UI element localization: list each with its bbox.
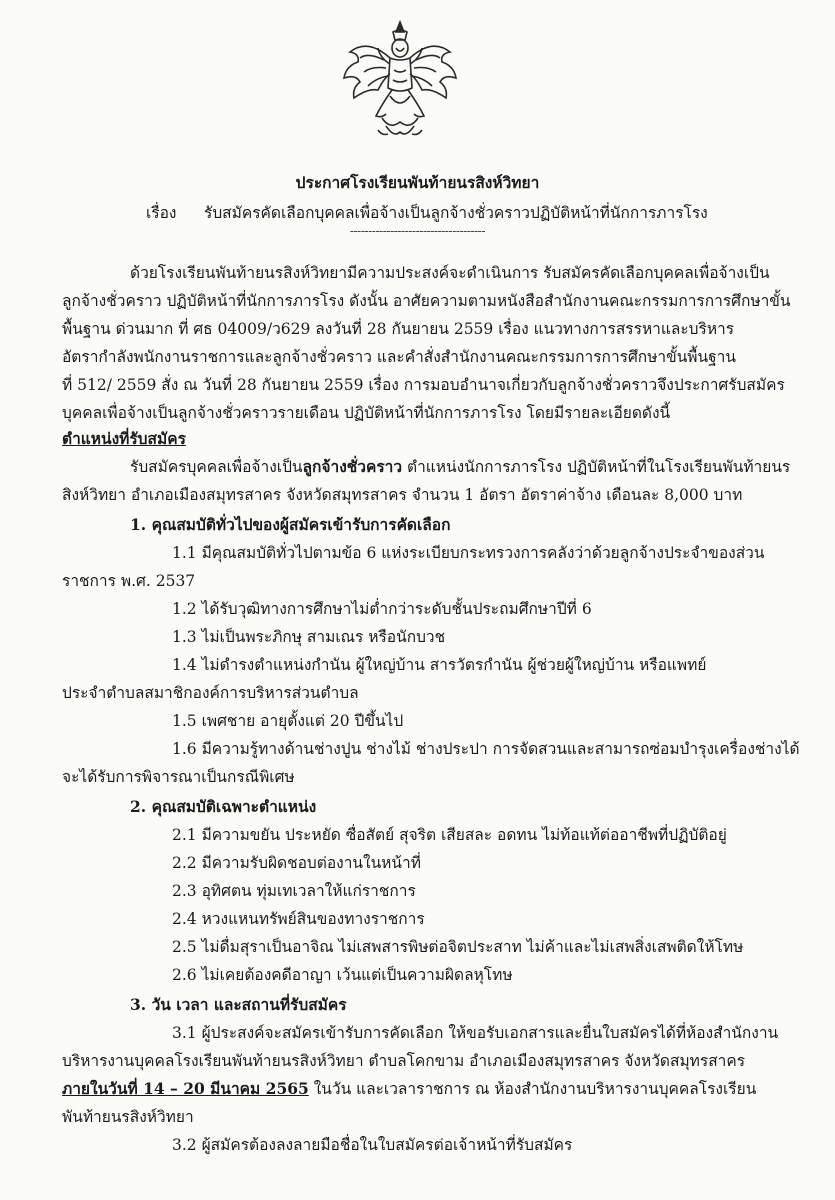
- application-date: ภายในวันที่ 14 – 20 มีนาคม 2565: [62, 1079, 309, 1098]
- section-1-heading: 1. คุณสมบัติทั่วไปของผู้สมัครเข้ารับการคัดเลือก: [130, 515, 451, 534]
- section-2-heading: 2. คุณสมบัติเฉพาะตำแหน่ง: [130, 797, 317, 816]
- section-2-item: 2.1 มีความขยัน ประหยัด ซื่อสัตย์ สุจริต เสียสละ อดทน ไม่ท้อแท้ต่ออาชีพที่ปฏิบัติอยู่: [172, 826, 727, 844]
- divider: -------------------------------------: [349, 224, 486, 238]
- section-1-item: 1.1 มีคุณสมบัติทั่วไปตามข้อ 6 แห่งระเบียบกระทรวงการคลังว่าด้วยลูกจ้างประจำของส่วน: [172, 544, 765, 562]
- position-pre: รับสมัครบุคคลเพื่อจ้างเป็น: [130, 458, 303, 476]
- section-3-item-rest: ในวัน และเวลาราชการ ณ ห้องสำนักงานบริหารงานบุคคลโรงเรียน: [308, 1080, 757, 1098]
- section-1-item: 1.4 ไม่ดำรงตำแหน่งกำนัน ผู้ใหญ่บ้าน สารวัตรกำนัน ผู้ช่วยผู้ใหญ่บ้าน หรือแพทย์: [172, 656, 707, 674]
- section-1-item: จะได้รับการพิจารณาเป็นกรณีพิเศษ: [62, 768, 295, 786]
- garuda-emblem-icon: [338, 18, 462, 144]
- intro-line: ที่ 512/ 2559 สั่ง ณ วันที่ 28 กันยายน 2559 เรื่อง การมอบอำนาจเกี่ยวกับลูกจ้างชั่วคราวจึงประกาศรับสมัคร: [62, 376, 785, 394]
- position-line-2: สิงห์วิทยา อำเภอเมืองสมุทรสาคร จังหวัดสมุทรสาคร จำนวน 1 อัตรา อัตราค่าจ้าง เดือนละ 8,000 บาท: [62, 486, 743, 504]
- section-2-item: 2.4 หวงแหนทรัพย์สินของทางราชการ: [172, 910, 425, 928]
- section-2-item: 2.6 ไม่เคยต้องคดีอาญา เว้นแต่เป็นความผิดลหุโทษ: [172, 966, 513, 984]
- subject-label: เรื่อง: [146, 204, 177, 222]
- announcement-title: ประกาศโรงเรียนพันท้ายนรสิงห์วิทยา: [295, 173, 540, 192]
- section-2-item: 2.2 มีความรับผิดชอบต่องานในหน้าที่: [172, 854, 421, 872]
- section-3-item: [62, 1078, 756, 1100]
- section-1-item: ราชการ พ.ศ. 2537: [62, 572, 196, 590]
- section-1-item: 1.6 มีความรู้ทางด้านช่างปูน ช่างไม้ ช่างประปา การจัดสวนและสามารถซ่อมบำรุงเครื่องช่างได้: [172, 740, 800, 758]
- section-1-item: ประจำตำบลสมาชิกองค์การบริหารส่วนตำบล: [62, 684, 359, 702]
- section-3-item: 3.1 ผู้ประสงค์จะสมัครเข้ารับการคัดเลือก ให้ขอรับเอกสารและยื่นใบสมัครได้ที่ห้องสำนักงาน: [172, 1024, 779, 1042]
- section-2-item: 2.5 ไม่ดื่มสุราเป็นอาจิณ ไม่เสพสารพิษต่อจิตประสาท ไม่ค้าและไม่เสพสิ่งเสพติดให้โทษ: [172, 938, 744, 956]
- section-1-item: 1.3 ไม่เป็นพระภิกษุ สามเณร หรือนักบวช: [172, 628, 446, 646]
- intro-line: ด้วยโรงเรียนพันท้ายนรสิงห์วิทยามีความประสงค์จะดำเนินการ รับสมัครคัดเลือกบุคคลเพื่อจ้างเป็น: [130, 264, 770, 282]
- section-3-item: บริหารงานบุคคลโรงเรียนพันท้ายนรสิงห์วิทยา ตำบลโคกขาม อำเภอเมืองสมุทรสาคร จังหวัดสมุทรสาคร: [62, 1052, 746, 1070]
- section-3-heading: 3. วัน เวลา และสถานที่รับสมัคร: [130, 995, 347, 1014]
- position-bold: ลูกจ้างชั่วคราว: [302, 457, 403, 476]
- section-3-item: 3.2 ผู้สมัครต้องลงลายมือชื่อในใบสมัครต่อเจ้าหน้าที่รับสมัคร: [172, 1136, 573, 1154]
- subject-text: รับสมัครคัดเลือกบุคคลเพื่อจ้างเป็นลูกจ้างชั่วคราวปฏิบัติหน้าที่นักการภารโรง: [204, 204, 708, 222]
- section-3-item: พันท้ายนรสิงห์วิทยา: [62, 1108, 194, 1126]
- section-1-item: 1.5 เพศชาย อายุตั้งแต่ 20 ปีขึ้นไป: [172, 712, 404, 730]
- position-line: [130, 456, 790, 478]
- intro-line: ลูกจ้างชั่วคราว ปฏิบัติหน้าที่นักการภารโรง ดังนั้น อาศัยความตามหนังสือสำนักงานคณะกรรมการการศึกษาขั้น: [62, 292, 791, 310]
- intro-line: บุคคลเพื่อจ้างเป็นลูกจ้างชั่วคราวรายเดือน ปฏิบัติหน้าที่นักการภารโรง โดยมีรายละเอียดดังนี้: [62, 404, 671, 422]
- subject-line: [146, 200, 708, 225]
- section-1-item: 1.2 ได้รับวุฒิทางการศึกษาไม่ต่ำกว่าระดับชั้นประถมศึกษาปีที่ 6: [172, 600, 592, 618]
- intro-line: พื้นฐาน ด่วนมาก ที่ ศธ 04009/ว629 ลงวันที่ 28 กันยายน 2559 เรื่อง แนวทางการสรรหาและบริหาร: [62, 320, 735, 338]
- intro-line: อัตรากำลังพนักงานราชการและลูกจ้างชั่วคราว และคำสั่งสำนักงานคณะกรรมการการศึกษาขั้นพื้นฐาน: [62, 348, 736, 366]
- position-post: ตำแหน่งนักการภารโรง ปฏิบัติหน้าที่ในโรงเรียนพันท้ายนร: [402, 458, 791, 476]
- position-heading: ตำแหน่งที่รับสมัคร: [62, 429, 186, 448]
- section-2-item: 2.3 อุทิศตน ทุ่มเทเวลาให้แก่ราชการ: [172, 882, 416, 900]
